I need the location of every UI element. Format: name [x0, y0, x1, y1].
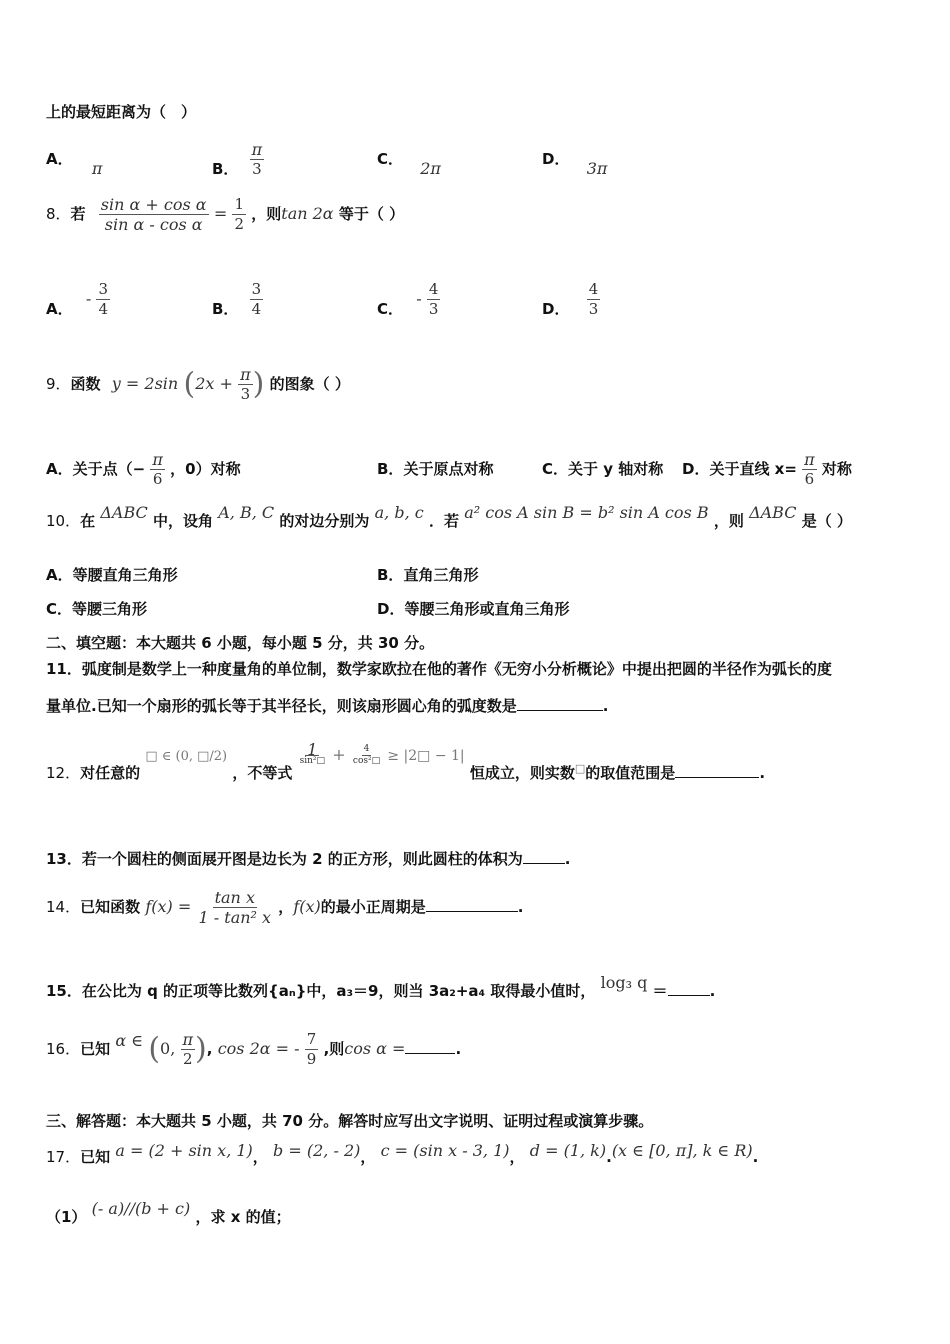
q9-option-d: D．关于直线 x= $\frac{\pi}{6}$ 对称: [682, 450, 852, 488]
q11-line1: 11．弧度制是数学上一种度量角的单位制，数学家欧拉在他的著作《无穷小分析概论》中提出把圆的半径作为弧长的度: [46, 660, 832, 678]
q11-line2: 量单位.已知一个扇形的弧长等于其半径长，则该扇形圆心角的弧度数是 .: [46, 697, 609, 715]
q10-option-c: C．等腰三角形: [46, 600, 148, 618]
q8-option-d: D． $\frac{4}{3}$: [542, 280, 599, 318]
q16-stem: 16．已知 α ∈ (0, $\frac{\pi}{2}$ ), cos 2α = - $\frac{7}{9}$ ,则cos α = .: [46, 1030, 462, 1068]
q10-option-b: B．直角三角形: [377, 566, 479, 584]
q10-option-a: A．等腰直角三角形: [46, 566, 178, 584]
q15-stem: 15．在公比为 q 的正项等比数列{aₙ}中，a₃＝9，则当 3a₂+a₄ 取得最小值时， log₃ q ＝ .: [46, 973, 716, 1000]
q9-option-a: A．关于点（− $\frac{\pi}{6}$ ，0）对称: [46, 450, 241, 488]
q17-stem: 17．已知 a = (2 + sin x, 1)， b = (2, - 2)， c = (sin x - 3, 1)， d = (1, k).(x ∈ [0, π], k ∈ R).: [46, 1141, 759, 1166]
q9-option-b: B．关于原点对称: [377, 460, 494, 478]
q17-part1: （1） (- a)//(b + c) ，求 x 的值；: [46, 1199, 291, 1226]
q7-option-b: B． $\frac{\pi}{3}$: [212, 140, 263, 178]
q9-stem: 9．函数 y = 2sin (2x + $\frac{\pi}{3}$ ) 的图象（ ）: [46, 365, 350, 403]
q7-stem-tail: 上的最短距离为（ ）: [46, 103, 197, 121]
q7-option-c: C． 2π: [377, 150, 441, 178]
q9-option-c: C．关于 y 轴对称: [542, 460, 664, 478]
q12-stem: 12．对任意的 □ ∈ (0, □/2) ，不等式 $\frac{1}{\text{sin²□}}$ + $\frac{4}{\text{cos²□}}$ ≥ |2□ − 1| 恒成立，则实数□的取值范围是 .: [46, 740, 766, 782]
q8-stem: 8．若 $\frac{\text{sin α + cos α}}{\text{sin α - cos α}}$ = $\frac{1}{2}$ ，则tan 2α 等于（ ）: [46, 195, 405, 234]
q8-option-c: C． - $\frac{4}{3}$: [377, 280, 439, 318]
q8-option-b: B． $\frac{3}{4}$: [212, 280, 262, 318]
section-fill-in-heading: 二、填空题：本大题共 6 小题，每小题 5 分，共 30 分。: [46, 634, 435, 652]
q10-stem: 10．在 ΔABC 中，设角 A, B, C 的对边分别为 a, b, c ．若 a² cos A sin B = b² sin A cos B ，则 ΔABC 是（ ）: [46, 503, 852, 530]
q8-option-a: A． - $\frac{3}{4}$: [46, 280, 109, 318]
q7-option-d: D． 3π: [542, 150, 608, 178]
q13-stem: 13．若一个圆柱的侧面展开图是边长为 2 的正方形，则此圆柱的体积为 .: [46, 850, 571, 868]
q14-stem: 14．已知函数 f(x) = $\frac{\text{tan x}}{\text{1 - tan² x}}$ ，f(x)的最小正周期是 .: [46, 888, 524, 927]
q7-option-a: A． π: [46, 150, 103, 178]
section-solution-heading: 三、解答题：本大题共 5 小题，共 70 分。解答时应写出文字说明、证明过程或演算步骤。: [46, 1112, 654, 1130]
q10-option-d: D．等腰三角形或直角三角形: [377, 600, 570, 618]
